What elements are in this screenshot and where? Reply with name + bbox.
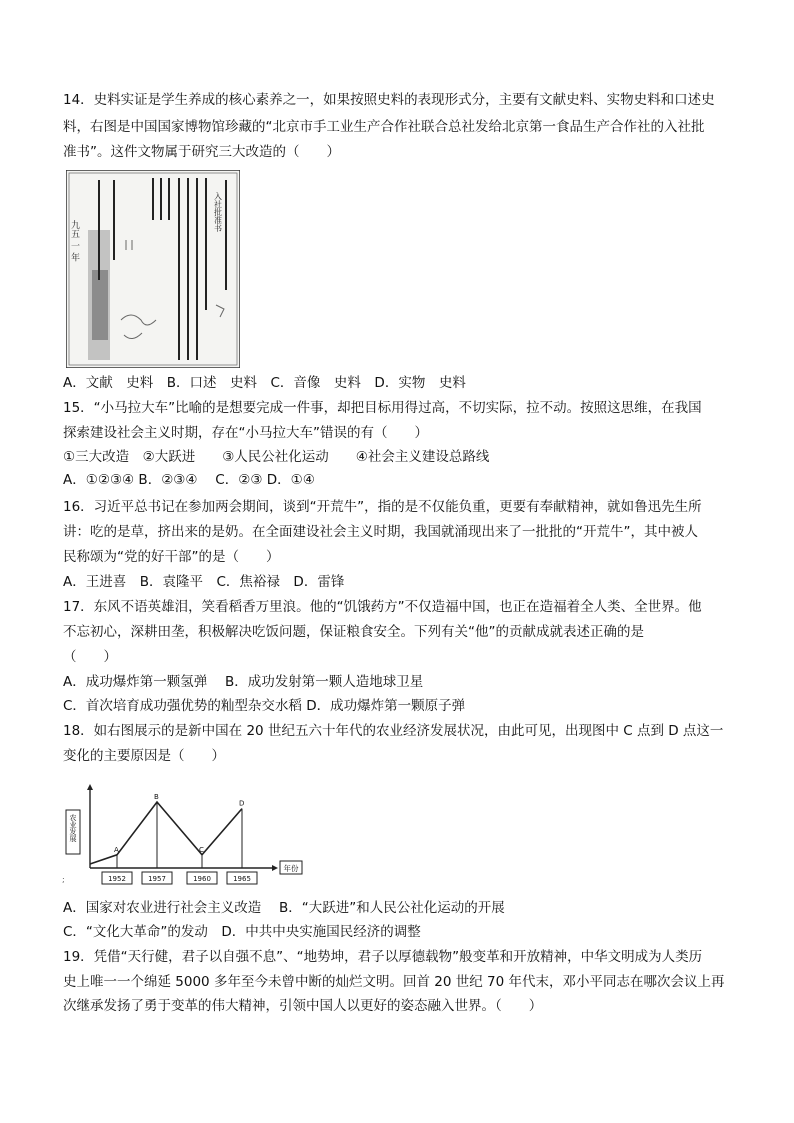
doc-col-left: 九五 一 年 bbox=[69, 220, 79, 262]
q18-options-ab: A．国家对农业进行社会主义改造 B．“大跃进”和人民公社化运动的开展 bbox=[63, 900, 505, 916]
q17-line-2: 不忘初心，深耕田垄，积极解决吃饭问题，保证粮食安全。下列有关“他”的贡献成就表述正确的是 bbox=[63, 624, 644, 640]
q17-options-ab: A．成功爆炸第一颗氢弹 B．成功发射第一颗人造地球卫星 bbox=[63, 674, 424, 690]
tick-label: 1952 bbox=[108, 875, 126, 883]
q16-line-2: 讲：吃的是草，挤出来的是奶。在全面建设社会主义时期，我国就涌现出来了一批批的“开荒牛”，其中被人 bbox=[63, 524, 698, 540]
x-axis-label: 年份 bbox=[283, 864, 299, 873]
q17-line-3: （ ） bbox=[63, 649, 117, 665]
point-label: A bbox=[114, 845, 119, 854]
y-axis-arrow bbox=[87, 784, 93, 790]
x-axis-arrow bbox=[272, 865, 278, 871]
q18-line-1: 18．如右图展示的是新中国在 20 世纪五六十年代的农业经济发展状况，由此可见，出现图中 C 点到 D 点这一 bbox=[63, 723, 724, 739]
q19-line-3: 次继承发扬了勇于变革的伟大精神，引领中国人以更好的姿态融入世界。（ ） bbox=[63, 998, 543, 1014]
series-line bbox=[90, 799, 245, 864]
q14-document-photo bbox=[66, 170, 240, 368]
q16-options: A．王进喜 B．袁隆平 C．焦裕禄 D．雷锋 bbox=[63, 574, 345, 590]
doc-col-right: 入社批准书 bbox=[213, 192, 223, 232]
chart-edge-mark: ; bbox=[62, 875, 65, 884]
y-axis-label: 农业发展 bbox=[69, 814, 77, 842]
q15-line-1: 15．“小马拉大车”比喻的是想要完成一件事，却把目标用得过高，不切实际，拉不动。按照这思维，在我国 bbox=[63, 400, 702, 416]
q14-options: A．文献 史料 B．口述 史料 C．音像 史料 D．实物 史料 bbox=[63, 375, 466, 391]
q14-line-2: 料，右图是中国国家博物馆珍藏的“北京市手工业生产合作社联合总社发给北京第一食品生产合作社的入社批 bbox=[63, 119, 705, 135]
tick-label: 1965 bbox=[233, 875, 251, 883]
q16-line-3: 民称颂为“党的好干部”的是（ ） bbox=[63, 549, 280, 565]
q14-line-1: 14．史料实证是学生养成的核心素养之一，如果按照史料的表现形式分，主要有文献史料、实物史料和口述史 bbox=[63, 92, 715, 108]
q17-line-1: 17．东风不语英雄泪，笑看稻香万里浪。他的“饥饿药方”不仅造福中国，也正在造福着全人类、全世界。他 bbox=[63, 599, 702, 615]
point-label: C bbox=[199, 845, 204, 854]
q17-options-cd: C．首次培育成功强优势的籼型杂交水稻 D．成功爆炸第一颗原子弹 bbox=[63, 698, 466, 714]
q18-chart bbox=[62, 780, 312, 890]
q14-line-3: 准书”。这件文物属于研究三大改造的（ ） bbox=[63, 144, 340, 160]
q19-line-2: 史上唯一一个绵延 5000 多年至今未曾中断的灿烂文明。回首 20 世纪 70 年代末，邓小平同志在哪次会议上再 bbox=[63, 974, 725, 990]
tick-label: 1960 bbox=[193, 875, 211, 883]
point-label: B bbox=[154, 793, 159, 801]
q15-items: ①三大改造 ②大跃进 ③人民公社化运动 ④社会主义建设总路线 bbox=[63, 449, 490, 465]
q16-line-1: 16．习近平总书记在参加两会期间，谈到“开荒牛”，指的是不仅能负重，更要有奉献精神，就如鲁迅先生所 bbox=[63, 499, 702, 515]
q15-options: A．①②③④ B．②③④ C．②③ D．①④ bbox=[63, 472, 315, 488]
document-photo-svg bbox=[66, 170, 240, 368]
q19-line-1: 19．凭借“天行健，君子以自强不息”、“地势坤，君子以厚德载物”般变革和开放精神，中华文明成为人类历 bbox=[63, 949, 703, 965]
q18-options-cd: C．“文化大革命”的发动 D．中共中央实施国民经济的调整 bbox=[63, 924, 421, 940]
point-label: D bbox=[239, 799, 245, 808]
tick-label: 1957 bbox=[148, 875, 166, 883]
agri-chart-svg bbox=[62, 780, 312, 890]
q15-line-2: 探索建设社会主义时期，存在“小马拉大车”错误的有（ ） bbox=[63, 425, 428, 441]
q18-line-2: 变化的主要原因是（ ） bbox=[63, 748, 225, 764]
